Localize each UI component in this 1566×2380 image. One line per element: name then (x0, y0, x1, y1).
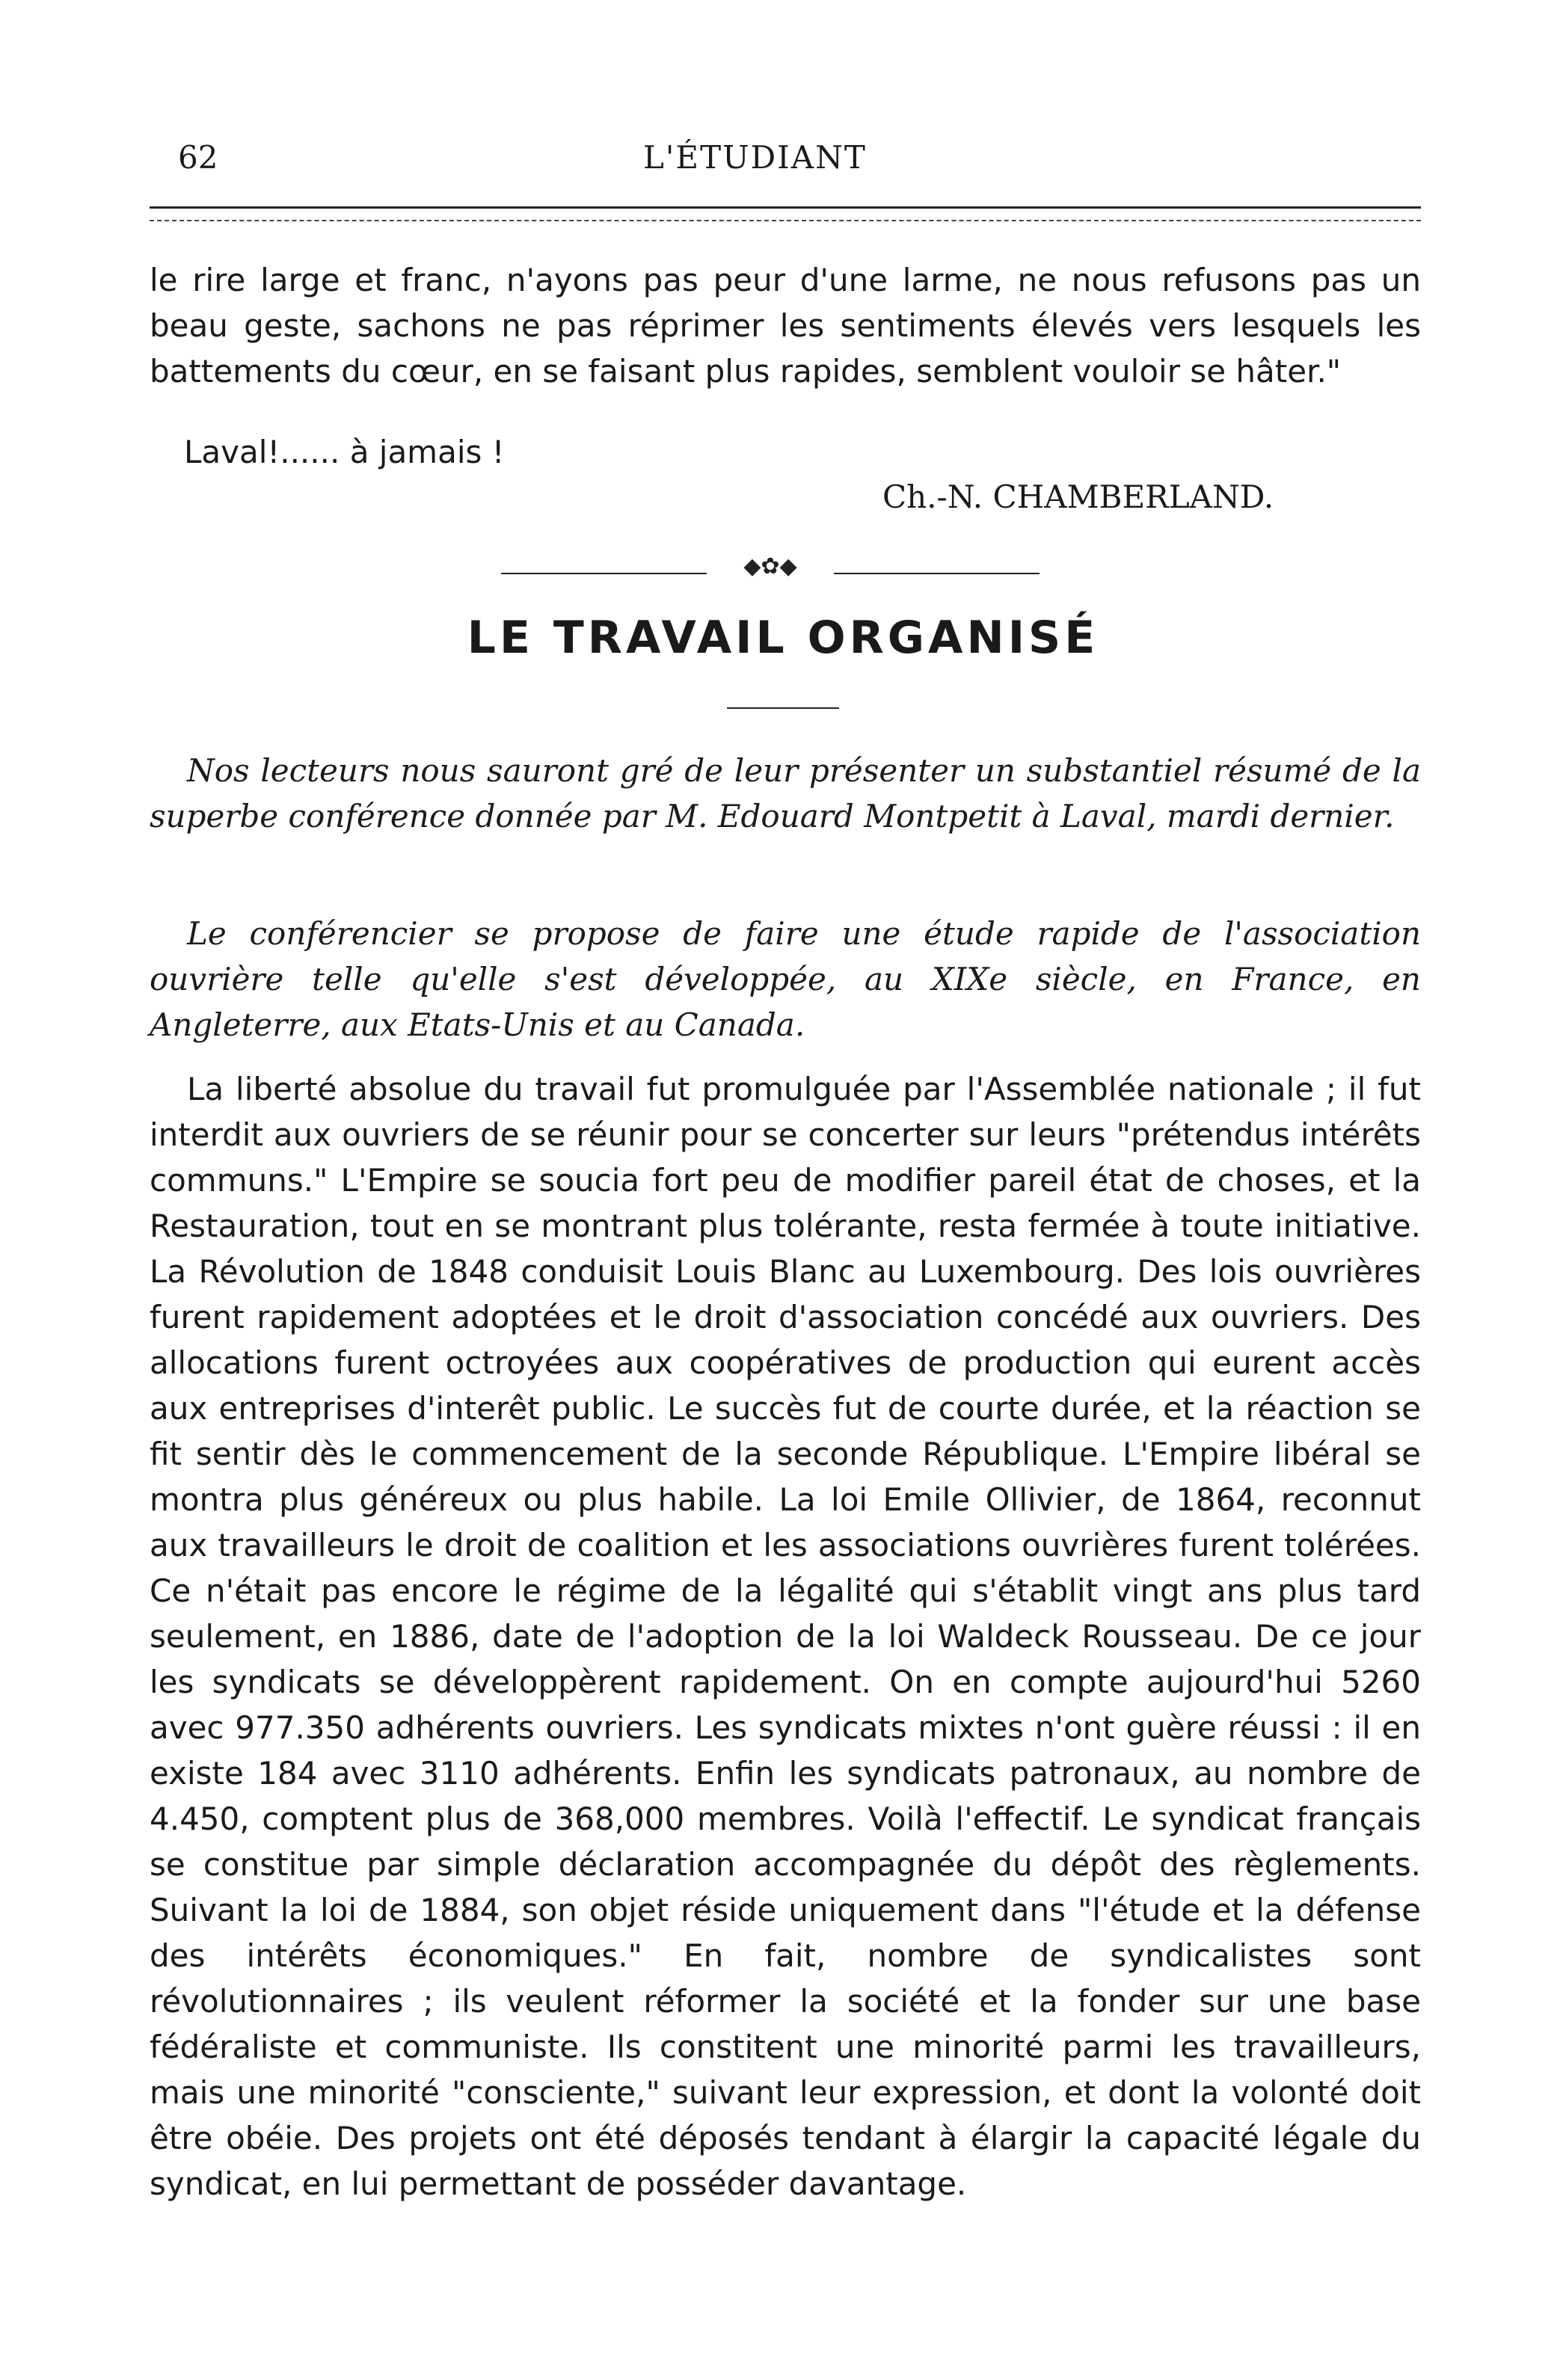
body-text-block (150, 1066, 1421, 2207)
title-underline (727, 707, 839, 709)
italic-summary-block (150, 911, 1421, 1048)
italic-summary: Le conférencier se propose de faire une étude rapide de l'association ouvrière telle qu'elle s'est développée, au XIXe siècle, en France, en Angleterre, aux Etats-Unis et au Canada. (150, 915, 1421, 1043)
header-rule-dashed (150, 220, 1421, 221)
intro-paragraph-block (150, 257, 1421, 394)
signature: Ch.-N. CHAMBERLAND. (882, 479, 1274, 515)
italic-intro-block (150, 748, 1421, 839)
body-text: La liberté absolue du travail fut promulguée par l'Assemblée nationale ; il fut interdit aux ouvriers de se réunir pour se concerter sur leurs "prétendus intérêts communs." L'Empire se soucia fort peu de modifier pareil état de choses, et la Restauration, tout en se montrant plus tolérante, resta fermée à toute initiative. La Révolution de 1848 conduisit Louis Blanc au Luxembourg. Des lois ouvrières furent rapidement adoptées et le droit d'association concédé aux ouvriers. Des allocations furent octroyées aux coopératives de production qui eurent accès aux entreprises d'interêt public. Le succès fut de courte durée, et la réaction se fit sentir dès le commencement de la seconde République. L'Empire libéral se montra plus généreux ou plus habile. La loi Emile Ollivier, de 1864, reconnut aux travailleurs le droit de coalition et les associations ouvrières furent tolérées. Ce n'était pas encore le régime de la légalité qui s'établit vingt ans plus tard seulement, en 1886, date de l'adoption de la loi Waldeck Rousseau. De ce jour les syndicats se développèrent rapidement. On en compte aujourd'hui 5260 avec 977.350 adhérents ouvriers. Les syndicats mixtes n'ont guère réussi : il en existe 184 avec 3110 adhérents. Enfin les syndicats patronaux, au nombre de 4.450, comptent plus de 368,000 membres. Voilà l'effectif. Le syndicat français se constitue par simple déclaration accompagnée du dépôt des règlements. Suivant la loi de 1884, son objet réside uniquement dans "l'étude et la défense des intérêts économiques." En fait, nombre de syndicalistes sont révolutionnaires ; ils veulent réformer la société et la fonder sur une base fédéraliste et communiste. Ils constitent une minorité parmi les travailleurs, mais une minorité "consciente," suivant leur expression, et dont la volonté doit être obéie. Des projets ont été déposés tendant à élargir la capacité légale du syndicat, en lui permettant de posséder davantage. (150, 1071, 1421, 2202)
ornament-icon: ◆✿◆ (707, 553, 834, 579)
page-number: 62 (178, 139, 218, 176)
running-title: L'ÉTUDIANT (643, 139, 867, 176)
header-rule (150, 206, 1421, 209)
italic-intro: Nos lecteurs nous sauront gré de leur présenter un substantiel résumé de la superbe conférence donnée par M. Edouard Montpetit à Laval, mardi dernier. (150, 752, 1421, 834)
closing-line: Laval!...... à jamais ! (184, 434, 505, 470)
intro-paragraph: le rire large et franc, n'ayons pas peur d'une larme, ne nous refusons pas un beau geste, sachons ne pas réprimer les sentiments élevés vers lesquels les battements du cœur, en se faisant plus rapides, semblent vouloir se hâter." (150, 262, 1421, 390)
page-header (0, 0, 1566, 179)
section-title: LE TRAVAIL ORGANISÉ (467, 612, 1099, 664)
